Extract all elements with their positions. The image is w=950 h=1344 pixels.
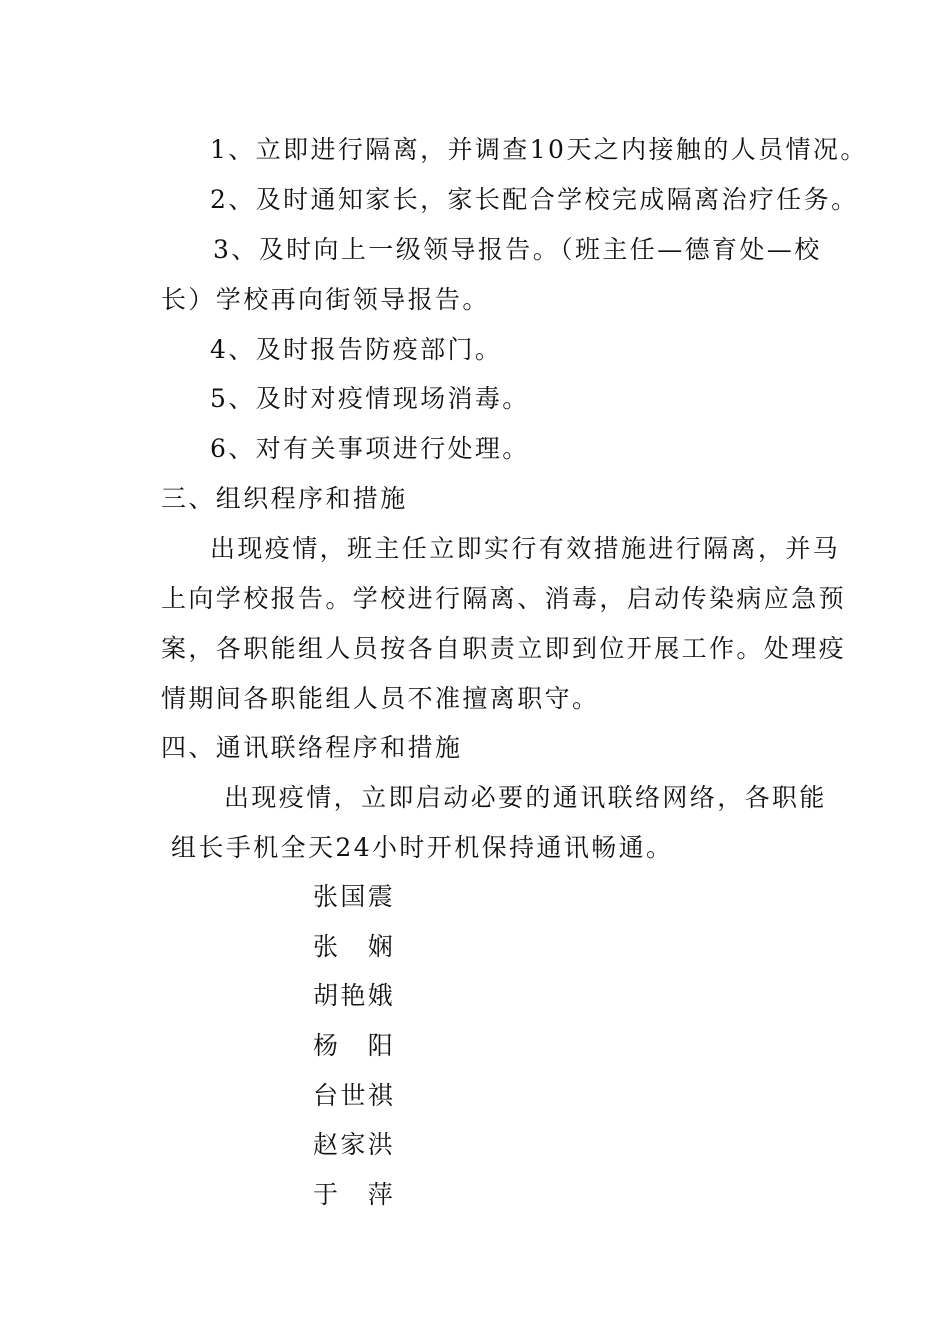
list-item-5: 5、及时对疫情现场消毒。: [210, 384, 530, 413]
contact-name: 张 娴: [313, 932, 396, 961]
contact-name: 杨 阳: [313, 1031, 396, 1060]
paragraph-line: 出现疫情，班主任立即实行有效措施进行隔离，并马: [210, 534, 841, 563]
paragraph-line: 案，各职能组人员按各自职责立即到位开展工作。处理疫: [161, 634, 847, 663]
paragraph-line: 情期间各职能组人员不准擅离职守。: [161, 684, 600, 713]
list-item-3-continued: 长）学校再向街领导报告。: [161, 285, 490, 314]
paragraph-line: 出现疫情，立即启动必要的通讯联络网络，各职能: [224, 783, 827, 812]
list-item-6: 6、对有关事项进行处理。: [210, 434, 530, 463]
contact-name: 台世祺: [313, 1081, 396, 1110]
list-item-3: 3、及时向上一级领导报告。（班主任—德育处—校: [213, 235, 822, 264]
list-item-4: 4、及时报告防疫部门。: [210, 335, 503, 364]
section-heading-3: 三、组织程序和措施: [161, 484, 408, 513]
paragraph-line: 上向学校报告。学校进行隔离、消毒，启动传染病应急预: [161, 584, 847, 613]
contact-name: 张国震: [313, 882, 396, 911]
list-item-1: 1、立即进行隔离，并调查10天之内接触的人员情况。: [210, 135, 868, 164]
contact-name: 于 萍: [313, 1180, 396, 1209]
section-heading-4: 四、通讯联络程序和措施: [161, 733, 463, 762]
paragraph-line: 组长手机全天24小时开机保持通讯畅通。: [171, 833, 674, 862]
contact-name: 胡艳娥: [313, 981, 396, 1010]
list-item-2: 2、及时通知家长，家长配合学校完成隔离治疗任务。: [210, 185, 859, 214]
contact-name: 赵家洪: [313, 1130, 396, 1159]
